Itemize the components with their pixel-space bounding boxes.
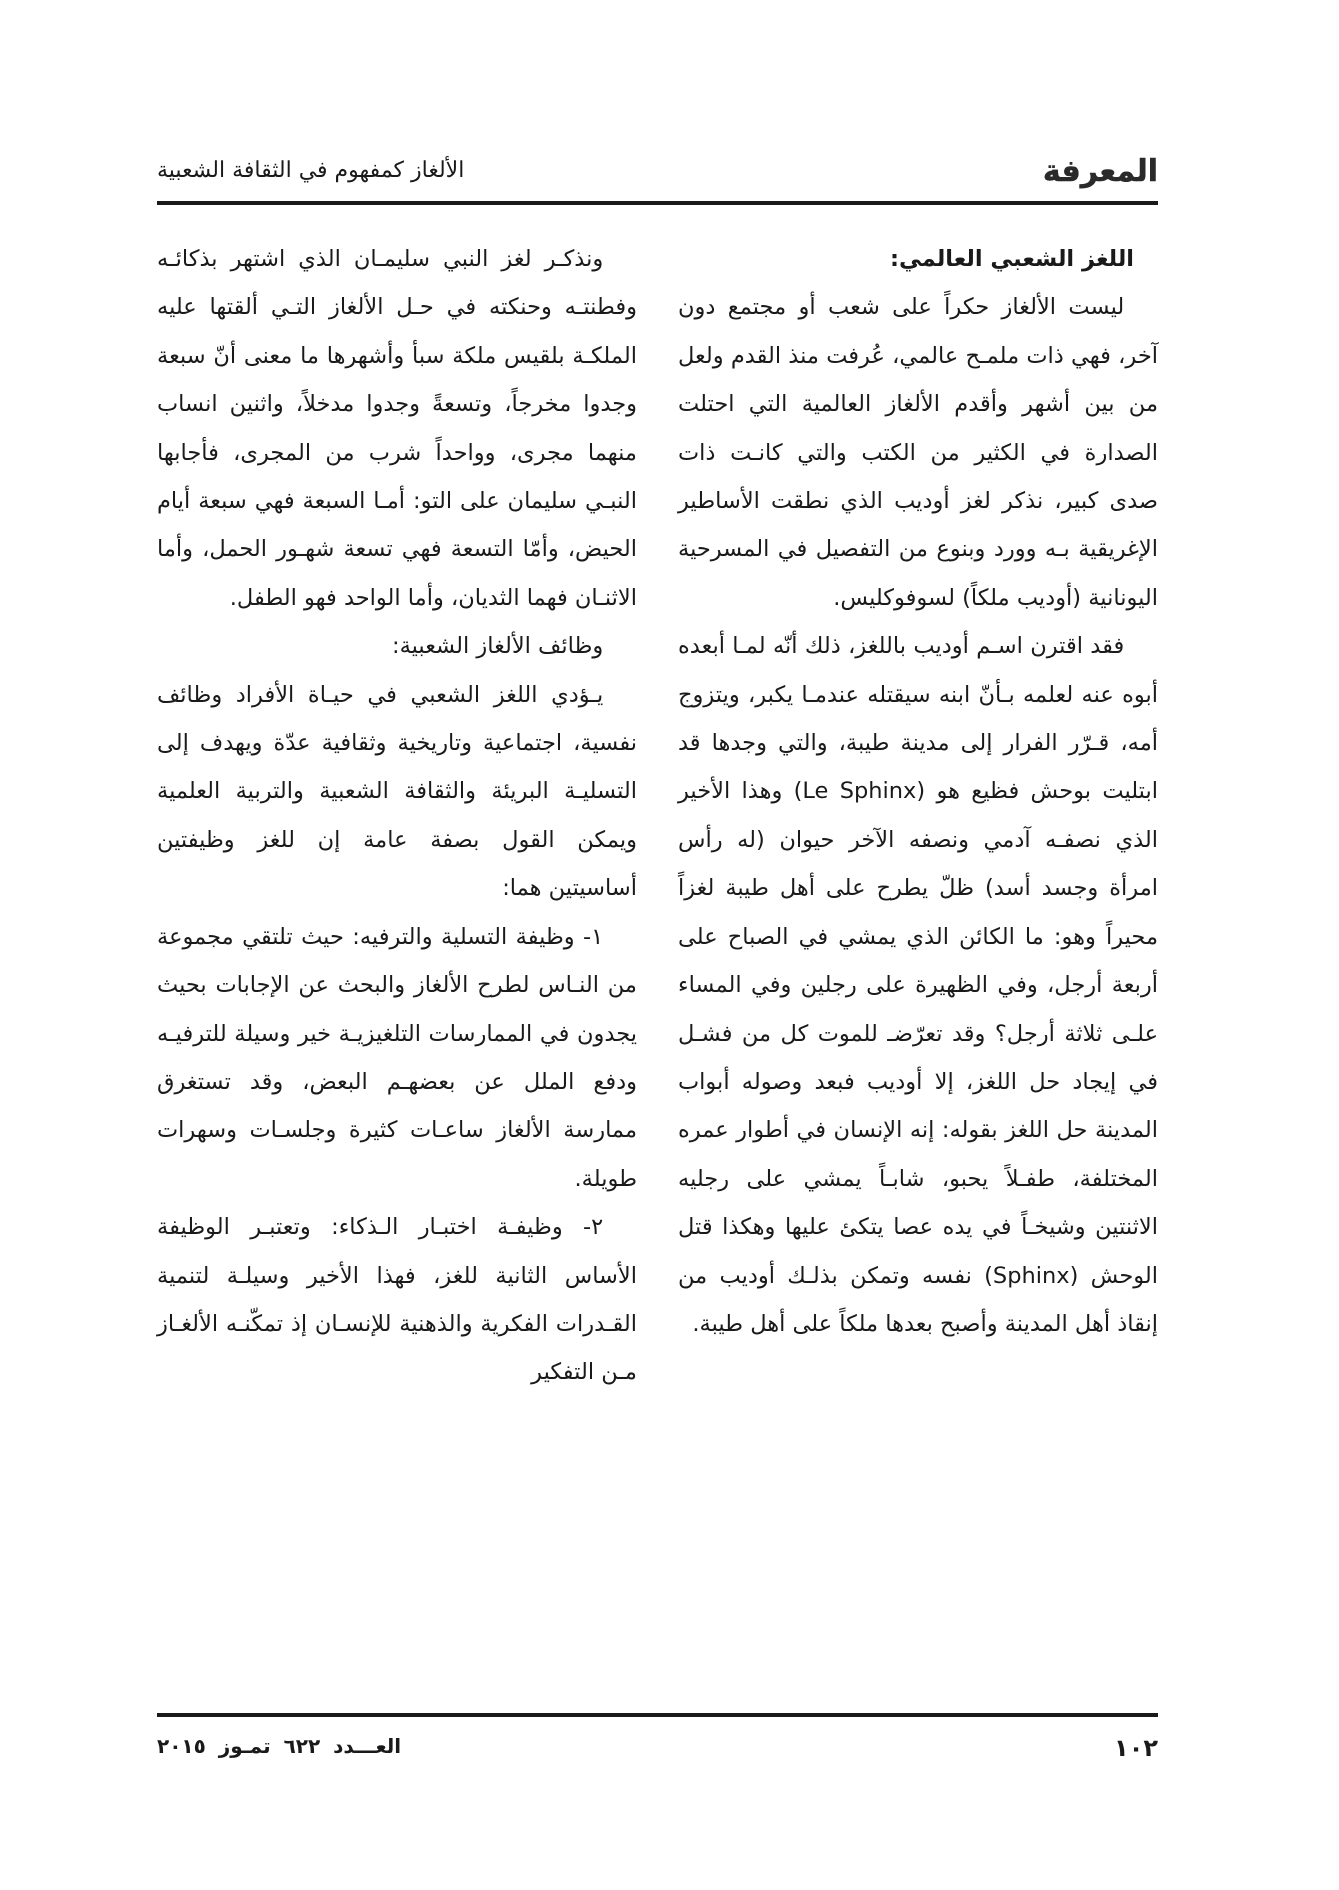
right-column [678, 235, 1158, 1348]
page-number: ١٠٢ [1114, 1734, 1158, 1762]
paragraph: ١- وظيفة التسلية والترفيه: حيث تلتقي مجموعة من النـاس لطرح الألغاز والبحث عن الإجابات بحيث يجدون في الممارسات التلغيزيـة خير وسيلة للترفيـه ودفع الملل عن بعضهـم البعض، وقد تستغرق ممارسة الألغاز ساعـات كثيرة وجلسـات وسهرات طويلة. [157, 923, 637, 1192]
issue-number: ٦٢٢ [283, 1734, 321, 1758]
issue-month: تمـوز [218, 1734, 271, 1758]
paragraph: ليست الألغاز حكراً على شعب أو مجتمع دون آخر، فهي ذات ملمـح عالمي، عُرفت منذ القدم ولعل من بين أشهر وأقدم الألغاز العالمية التي احتلت الصدارة في الكثير من الكتب والتي كانـت ذات صدى كبير، نذكر لغز أوديب الذي نطقت الأساطير الإغريقية بـه وورد وبنوع من التفصيل في المسرحية اليونانية (أوديب ملكاً) لسوفوكليس. [678, 294, 1158, 611]
journal-logo: المعرفة [1042, 154, 1158, 189]
header-rule [157, 201, 1158, 205]
section-subheading: وظائف الألغاز الشعبية: [391, 633, 604, 660]
section-heading: اللغز الشعبي العالمي: [889, 246, 1134, 272]
page-header [157, 152, 1158, 200]
issue-label: العـــدد [333, 1734, 402, 1758]
left-column [157, 235, 637, 1397]
issue-year: ٢٠١٥ [157, 1734, 206, 1758]
issue-info [157, 1734, 401, 1758]
paragraph: فقد اقترن اسـم أوديب باللغز، ذلك أنّه لمـا أبعده أبوه عنه لعلمه بـأنّ ابنه سيقتله عندمـا يكبر، ويتزوج أمه، قـرّر الفرار إلى مدينة طيبة، والتي وجدها قد ابتليت بوحش فظيع هو (Le Sphinx) وهذا الأخير الذي نصفـه آدمي ونصفه الآخر حيوان (له رأس امرأة وجسد أسد) ظلّ يطرح على أهل طيبة لغزاً محيراً وهو: ما الكائن الذي يمشي في الصباح على أربعة أرجل، وفي الظهيرة على رجلين وفي المساء علـى ثلاثة أرجل؟ وقد تعرّضـ للموت كل من فشـل في إيجاد حل اللغز، إلا أوديب فبعد وصوله أبواب المدينة حل اللغز بقوله: إنه الإنسان في أطوار عمره المختلفة، طفـلاً يحبو، شابـاً يمشي على رجليه الاثنتين وشيخـاً في يده عصا يتكئ عليها وهكذا قتل الوحش (Sphinx) نفسه وتمكن بذلـك أوديب من إنقاذ أهل المدينة وأصبح بعدها ملكاً على أهل طيبة. [678, 633, 1158, 1337]
paragraph: ٢- وظيفـة اختبـار الـذكاء: وتعتبـر الوظيفة الأساس الثانية للغز، فهذا الأخير وسيلـة لتنمية القـدرات الفكرية والذهنية للإنسـان إذ تمكّنـه الألغـاز مـن التفكير [157, 1214, 637, 1386]
paragraph: يـؤدي اللغز الشعبي في حيـاة الأفراد وظائف نفسية، اجتماعية وتاريخية وثقافية عدّة ويهدف إلى التسليـة البريئة والثقافة الشعبية والتربية العلمية ويمكن القول بصفة عامة إن للغز وظيفتين أساسيتين هما: [157, 681, 637, 902]
paragraph: ونذكـر لغز النبي سليمـان الذي اشتهر بذكائـه وفطنتـه وحنكته في حـل الألغاز التـي ألقتها عليه الملكـة بلقيس ملكة سبأ وأشهرها ما معنى أنّ سبعة وجدوا مخرجاً، وتسعةً وجدوا مدخلاً، واثنين انساب منهما مجرى، وواحداً شرب من المجرى، فأجابها النبـي سليمان على التو: أمـا السبعة فهي سبعة أيام الحيض، وأمّا التسعة فهي تسعة شهـور الحمل، وأما الاثنـان فهما الثديان، وأما الواحد فهو الطفل. [157, 246, 637, 611]
running-title: الألغاز كمفهوم في الثقافة الشعبية [157, 158, 465, 183]
footer-rule [157, 1713, 1158, 1717]
